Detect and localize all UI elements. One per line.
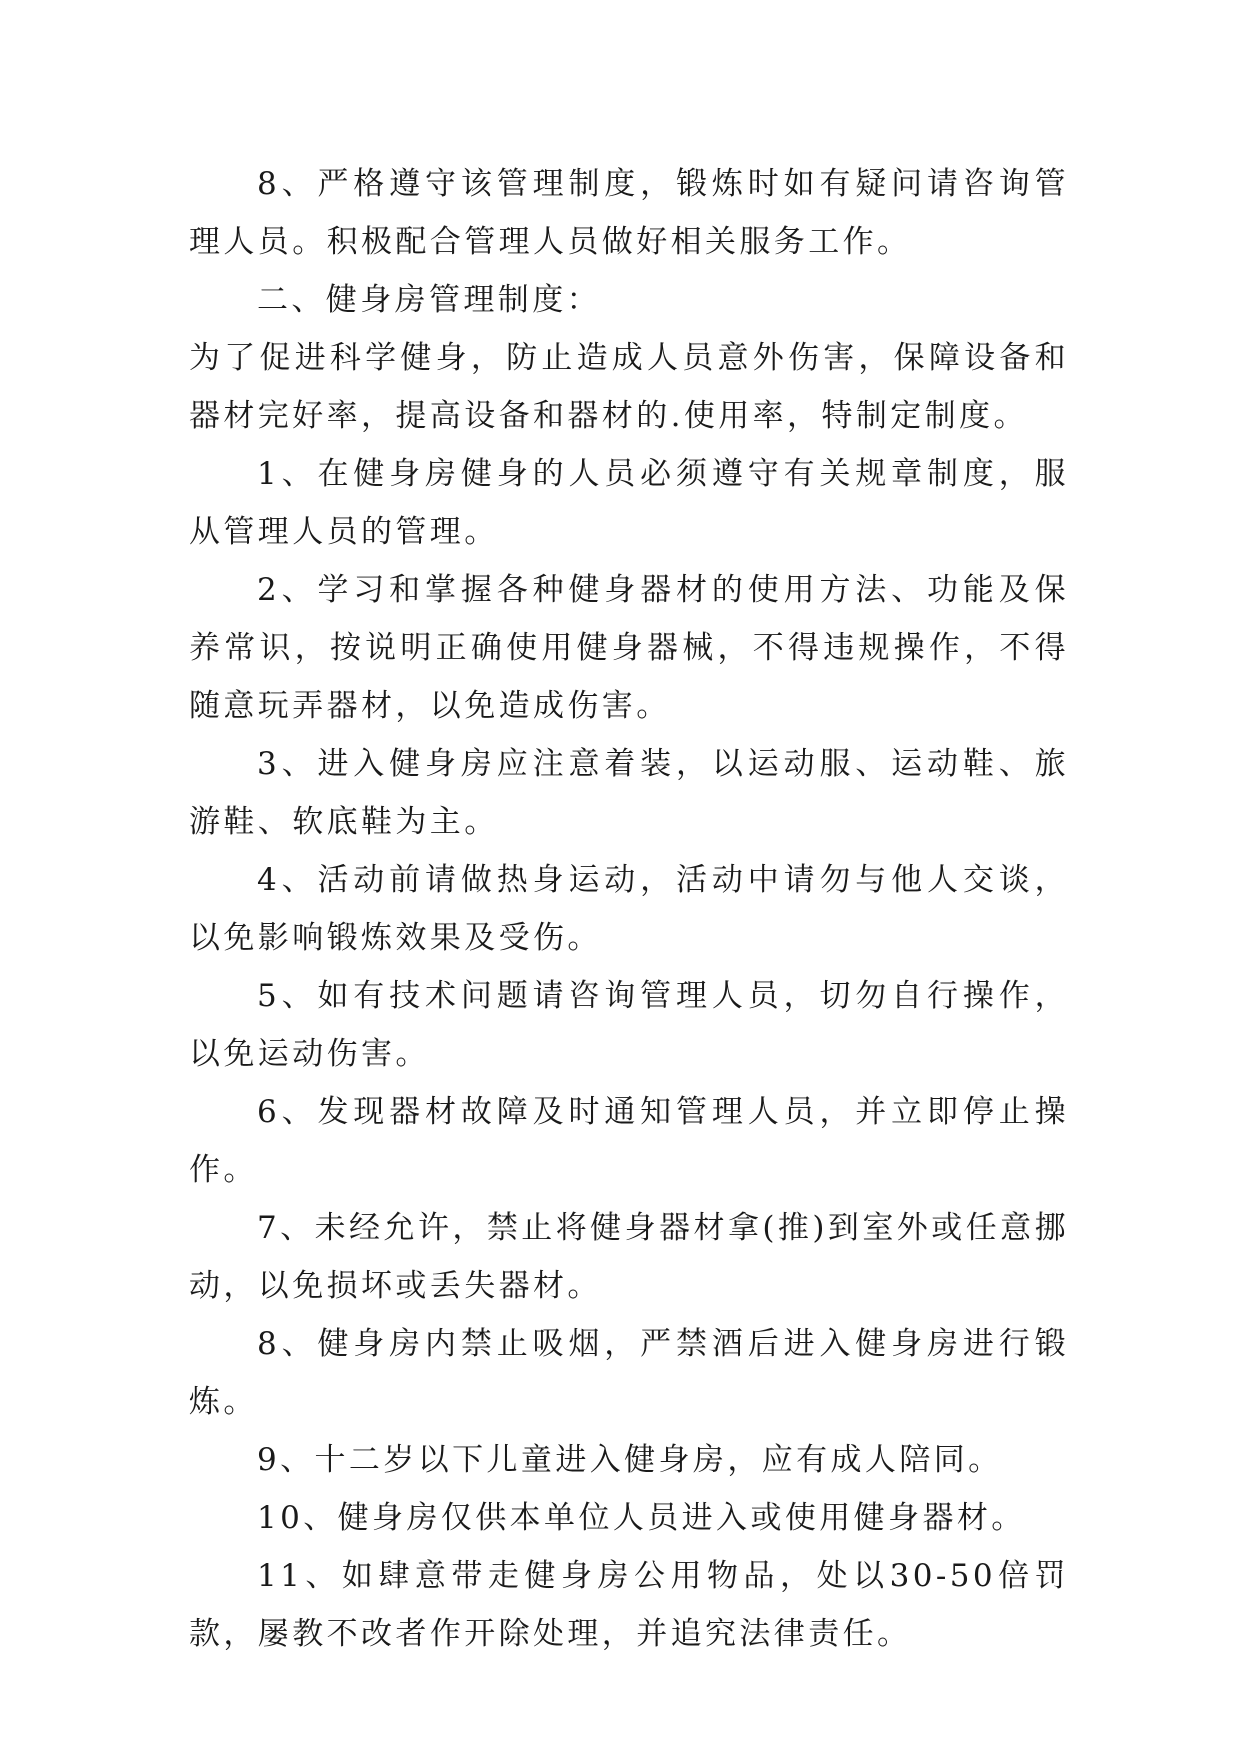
section-heading-gym-rules: 二、健身房管理制度：: [257, 282, 601, 318]
paragraph-rule-8-general: 8、严格遵守该管理制度，锻炼时如有疑问请咨询管理人员。积极配合管理人员做好相关服务工作。: [189, 166, 1069, 260]
paragraph-rule-1: 1、在健身房健身的人员必须遵守有关规章制度，服从管理人员的管理。: [189, 456, 1069, 550]
paragraph-rule-3: 3、进入健身房应注意着装，以运动服、运动鞋、旅游鞋、软底鞋为主。: [189, 746, 1069, 840]
paragraph-rule-11: 11、如肆意带走健身房公用物品，处以30-50倍罚款，屡教不改者作开除处理，并追究法律责任。: [189, 1558, 1069, 1652]
paragraph-rule-4: 4、活动前请做热身运动，活动中请勿与他人交谈，以免影响锻炼效果及受伤。: [189, 862, 1069, 956]
paragraph-purpose: 为了促进科学健身，防止造成人员意外伤害，保障设备和器材完好率，提高设备和器材的.使用率，特制定制度。: [189, 340, 1069, 434]
paragraph-rule-9: 9、十二岁以下儿童进入健身房，应有成人陪同。: [257, 1442, 1003, 1478]
paragraph-rule-6: 6、发现器材故障及时通知管理人员，并立即停止操作。: [189, 1094, 1069, 1188]
paragraph-rule-10: 10、健身房仅供本单位人员进入或使用健身器材。: [257, 1500, 1026, 1536]
paragraph-rule-5: 5、如有技术问题请咨询管理人员，切勿自行操作，以免运动伤害。: [189, 978, 1069, 1072]
paragraph-rule-2: 2、学习和掌握各种健身器材的使用方法、功能及保养常识，按说明正确使用健身器械，不得违规操作，不得随意玩弄器材，以免造成伤害。: [189, 572, 1069, 724]
paragraph-rule-8: 8、健身房内禁止吸烟，严禁酒后进入健身房进行锻炼。: [189, 1326, 1069, 1420]
document-body: [189, 155, 1069, 1663]
paragraph-rule-7: 7、未经允许，禁止将健身器材拿(推)到室外或任意挪动，以免损坏或丢失器材。: [189, 1210, 1069, 1304]
